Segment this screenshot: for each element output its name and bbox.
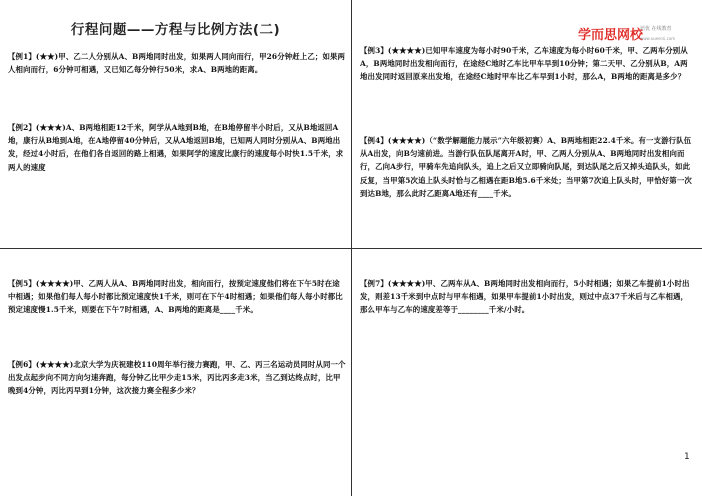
problem-label: 【例3】 xyxy=(360,46,388,55)
problem-label: 【例4】 xyxy=(360,136,388,145)
brand-subtitle: 培优 在线教育 xyxy=(640,26,672,32)
page-number: 1 xyxy=(684,452,690,462)
brand-url: www.xueersi.com xyxy=(640,36,676,41)
problem-text: (★★★★)甲、乙两车从A、B两地同时出发相向而行，5小时相遇；如果乙车提前1小时出发，则差13千米到中点时与甲车相遇，如果甲车提前1小时出发，则过中点37千米后与乙车相遇，那么甲车与乙车的速度差等于________千米/小时。 xyxy=(360,279,690,315)
problem-7 xyxy=(360,277,694,317)
brand-name: 学而思网校 xyxy=(578,28,644,43)
problem-1 xyxy=(8,50,346,76)
problem-6 xyxy=(8,358,346,398)
horizontal-divider xyxy=(0,248,702,249)
problem-label: 【例7】 xyxy=(360,279,388,288)
problem-text: (★★★★)已知甲车速度为每小时90千米，乙车速度为每小时60千米，甲、乙两车分别从A，B两地同时出发相向而行，在途经C地时乙车比甲车早到10分钟；第二天甲、乙分别从B，A两地出发同时返回原来出发地，在途经C地时甲车比乙车早到1小时，那么A，B两地的距离是多少？ xyxy=(360,46,688,82)
problem-4 xyxy=(360,134,694,200)
problem-5 xyxy=(8,277,346,317)
brand-logo xyxy=(578,24,698,46)
problem-label: 【例6】 xyxy=(8,360,36,369)
problem-text: (★★)甲、乙二人分别从A、B两地同时出发，如果两人同向而行，甲26分钟赶上乙；如果两人相向而行，6分钟可相遇，又已知乙每分钟行50米，求A、B两地的距离。 xyxy=(8,52,346,75)
problem-label: 【例1】 xyxy=(8,52,36,61)
problem-3 xyxy=(360,44,694,84)
problem-text: (★★★★)甲、乙两人从A、B两地同时出发，相向而行，按预定速度他们将在下午5时在途中相遇；如果他们每人每小时都比预定速度快1千米，则可在下午4时相遇；如果他们每人每小时都比预定速度慢1.5千米，则要在下午7时相遇，A、B两地的距离是____千米。 xyxy=(8,279,343,315)
problem-text: (★★★★)北京大学为庆祝建校110周年举行接力赛跑，甲、乙、丙三名运动员同时从同一个出发点起步向不同方向匀速奔跑，每分钟乙比甲少走15米，丙比丙多走3米，当乙到达终点时，比甲晚到4分钟，丙比丙早到1分钟，这次接力赛全程多少米？ xyxy=(8,360,346,396)
problem-label: 【例5】 xyxy=(8,279,36,288)
problem-label: 【例2】 xyxy=(8,123,36,132)
problem-2 xyxy=(8,121,346,174)
page-title: 行程问题——方程与比例方法(二) xyxy=(70,22,281,38)
problem-text: (★★★★)（“数学解题能力展示”六年级初赛）A、B两地相距22.4千米。有一支游行队伍从A出发，向B匀速前进。当游行队伍队尾离开A时，甲、乙两人分别从A、B两地同时出发相向而行，乙向A步行，甲骑车先追向队头，追上之后又立即骑向队尾，到达队尾之后又掉头追队头，如此反复，当甲第5次追上队头时恰与乙相遇在距B地5.6千米处；当甲第7次追上队头时，甲恰好第一次到达B地，那么此时乙距离A地还有____千米。 xyxy=(360,136,692,198)
problem-text: (★★★)A、B两地相距12千米，阿学从A地到B地，在B地停留半小时后，又从B地返回A地，康行从B地到A地，在A地停留40分钟后，又从A地返回B地，已知两人同时分别从A、B两地出发，经过4小时后，在他们各自返回的路上相遇，如果阿学的速度比康行的速度每小时快1.5千米，求两人的速度 xyxy=(8,123,344,172)
